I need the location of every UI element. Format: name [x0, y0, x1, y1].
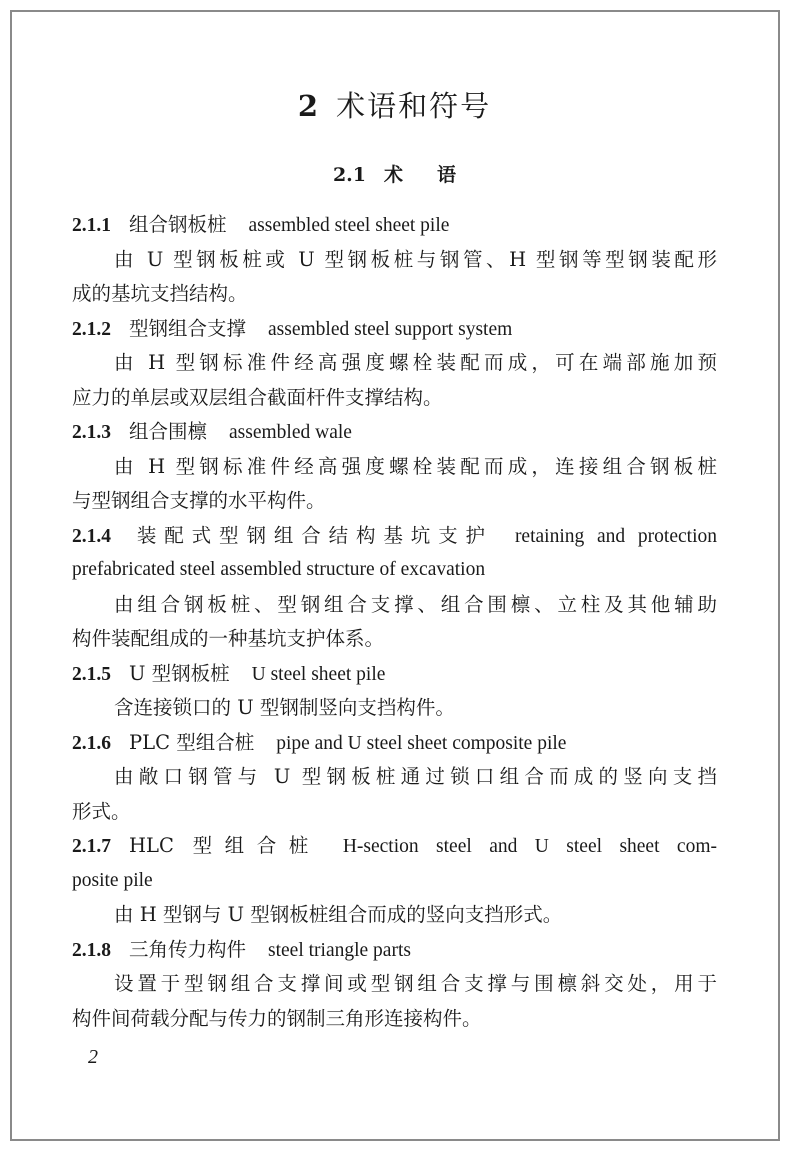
term-definition-line: 含连接锁口的 U 型钢制竖向支挡构件。 — [114, 696, 455, 719]
term-definition-line: 构件间荷载分配与传力的钢制三角形连接构件。 — [72, 1006, 482, 1030]
term-definition-line: 构件装配组成的一种基坑支护体系。 — [72, 627, 385, 650]
term-heading — [72, 657, 717, 692]
chapter-title-text: 术语和符号 — [336, 89, 492, 123]
term-number: 2.1.3 — [72, 422, 111, 443]
term-chinese: 型钢组合支撑 — [129, 316, 247, 340]
term-heading — [72, 208, 717, 243]
term-english-continued: posite pile — [72, 869, 153, 891]
term-chinese: U 型钢板桩 — [129, 661, 230, 685]
term-number: 2.1.8 — [72, 939, 111, 961]
term-english-continued: prefabricated steel assembled structure of excavation — [72, 559, 486, 580]
chapter-number: 2 — [297, 89, 321, 123]
term-definition-line: 由敞口钢管与 U 型钢板桩通过锁口组合而成的竖向支挡 — [114, 765, 717, 788]
term-chinese: 装配式型钢组合结构基坑支护 — [129, 523, 493, 547]
term-definition-line: 与型钢组合支撑的水平构件。 — [72, 489, 326, 512]
term-heading — [72, 312, 717, 347]
term-english: steel triangle parts — [268, 939, 411, 961]
section-title-part-b: 语 — [437, 164, 457, 186]
term-heading — [72, 519, 717, 554]
chapter-title — [72, 84, 717, 125]
term-chinese: HLC 型组合桩 — [129, 834, 321, 857]
term-english: pipe and U steel sheet composite pile — [276, 732, 567, 754]
term-definition-line: 由 H 型钢标准件经高强度螺栓装配而成，可在端部施加预 — [114, 351, 717, 374]
term-english: retaining and protection — [514, 525, 717, 547]
term-heading — [72, 415, 717, 450]
term-english: assembled steel sheet pile — [248, 215, 450, 236]
term-definition-line: 由 H 型钢与 U 型钢板桩组合而成的竖向支挡形式。 — [114, 903, 563, 926]
term-number: 2.1.4 — [72, 525, 111, 547]
term-definition-line: 由 H 型钢标准件经高强度螺栓装配而成，连接组合钢板桩 — [114, 454, 717, 478]
term-number: 2.1.2 — [72, 318, 111, 340]
term-definition-line: 设置于型钢组合支撑间或型钢组合支撑与围檩斜交处，用于 — [114, 972, 717, 995]
page-number: 2 — [88, 1046, 98, 1068]
section-title-part-a: 术 — [384, 164, 404, 186]
section-title — [72, 160, 717, 187]
term-english: U steel sheet pile — [251, 663, 386, 685]
term-number: 2.1.7 — [72, 836, 111, 857]
term-definition-line: 由组合钢板桩、型钢组合支撑、组合围檩、立柱及其他辅助 — [114, 592, 717, 616]
term-english: assembled steel support system — [268, 318, 513, 340]
term-chinese: 组合围檩 — [129, 420, 208, 443]
term-chinese: PLC 型组合桩 — [129, 730, 255, 754]
term-chinese: 组合钢板桩 — [129, 213, 227, 236]
term-definition-line: 由 U 型钢板桩或 U 型钢板桩与钢管、H 型钢等型钢装配形 — [114, 247, 717, 271]
term-number: 2.1.1 — [72, 215, 111, 236]
terms-list — [72, 208, 717, 1036]
term-definition-line: 应力的单层或双层组合截面杆件支撑结构。 — [72, 385, 443, 409]
term-heading — [72, 829, 717, 864]
term-number: 2.1.5 — [72, 663, 111, 685]
term-chinese: 三角传力构件 — [129, 937, 247, 961]
term-heading — [72, 933, 717, 968]
section-number: 2.1 — [332, 164, 367, 186]
term-heading — [72, 726, 717, 761]
term-english: H-section steel and U steel sheet com- — [342, 836, 717, 857]
term-definition-line: 形式。 — [72, 799, 131, 823]
term-number: 2.1.6 — [72, 732, 111, 754]
term-definition-line: 成的基坑支挡结构。 — [72, 282, 248, 305]
term-english: assembled wale — [229, 422, 352, 443]
